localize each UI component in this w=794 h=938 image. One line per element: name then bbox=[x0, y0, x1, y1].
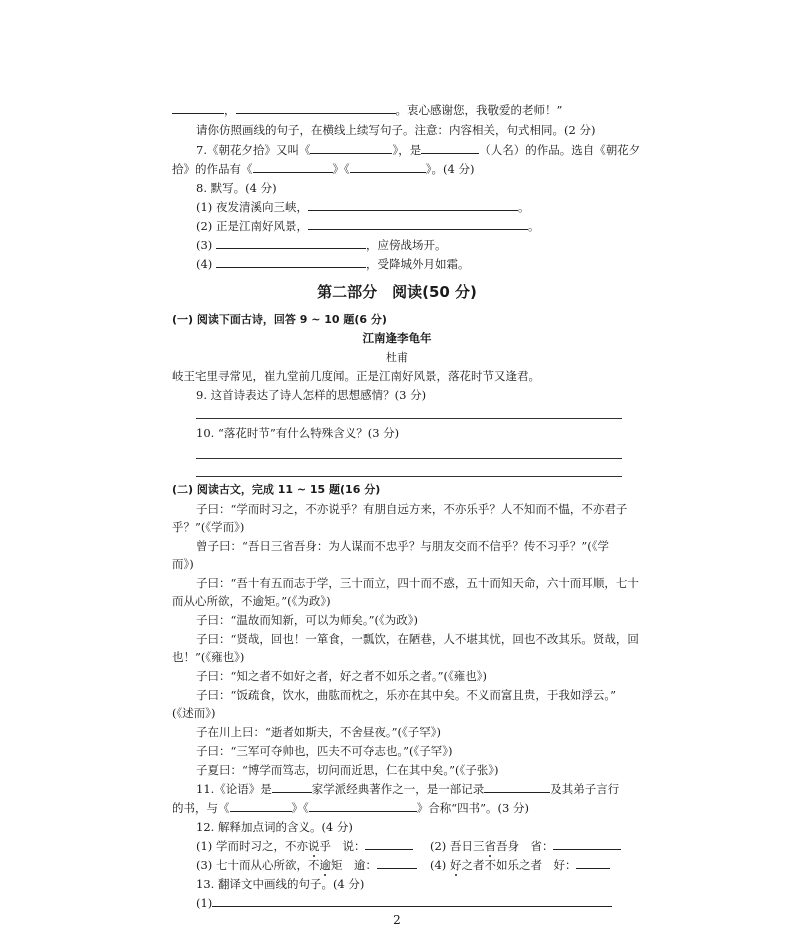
q11-line-2: 的书，与《 》《 》合称“四书”。(3 分) bbox=[172, 801, 529, 815]
q9-answer-line[interactable] bbox=[196, 418, 622, 419]
q12-blank-4[interactable] bbox=[576, 857, 610, 869]
q6-fill-line: ， 。衷心感谢您，我敬爱的老师！” bbox=[172, 102, 562, 118]
passage-8: 子在川上曰：“逝者如斯夫，不舍昼夜。”(《子罕》) bbox=[196, 725, 441, 739]
q13-title: 13. 翻译文中画线的句子。(4 分) bbox=[196, 877, 365, 891]
passage-7-line-2: (《述而》) bbox=[172, 706, 216, 720]
passage-4: 子曰：“温故而知新，可以为师矣。”(《为政》) bbox=[196, 613, 418, 627]
q12-row-2b: (4) 好之者不如乐之者 好： bbox=[430, 857, 610, 873]
passage-3-line-1: 子曰：“吾十有五而志于学，三十而立，四十而不惑，五十而知天命，六十而耳顺，七十 bbox=[196, 576, 639, 590]
q12-blank-1[interactable] bbox=[365, 838, 413, 850]
q12-dotted-word-3: 逾 bbox=[319, 858, 331, 872]
passage-5-line-2: 也！”(《雍也》) bbox=[172, 650, 245, 664]
q12-row-1b: (2) 吾日三省吾身 省： bbox=[430, 838, 621, 854]
section-two-heading: (二) 阅读古文，完成 11 ~ 15 题(16 分) bbox=[172, 483, 381, 496]
q9-question: 9. 这首诗表达了诗人怎样的思想感情？(3 分) bbox=[196, 388, 427, 402]
q8-blank-2[interactable] bbox=[308, 218, 528, 230]
q8-line-4: (4) ，受降城外月如霜。 bbox=[196, 257, 470, 271]
q7-line-2: 拾》的作品有《 》《 》。(4 分) bbox=[172, 162, 475, 176]
q12-dotted-word-2: 省 bbox=[484, 839, 496, 853]
q8-line-2: (2) 正是江南好风景， 。 bbox=[196, 219, 540, 233]
passage-3-line-2: 而从心所欲，不逾矩。”(《为政》) bbox=[172, 594, 331, 608]
passage-7-line-1: 子曰：“饭疏食，饮水，曲肱而枕之，乐亦在其中矣。不义而富且贵，于我如浮云。” bbox=[196, 688, 617, 702]
passage-5-line-1: 子曰：“贤哉，回也！一箪食，一瓢饮，在陋巷，人不堪其忧，回也不改其乐。贤哉，回 bbox=[196, 632, 639, 646]
q6-blank-1[interactable] bbox=[172, 102, 224, 114]
page-number: 2 bbox=[393, 913, 401, 927]
poem-author: 杜甫 bbox=[386, 351, 408, 364]
passage-2-line-1: 曾子曰：“吾日三省吾身：为人谋而不忠乎？与朋友交而不信乎？传不习乎？”(《学 bbox=[196, 539, 609, 553]
q8-line-3: (3) ，应傍战场开。 bbox=[196, 238, 447, 252]
q11-blank-book-2[interactable] bbox=[309, 800, 417, 812]
q12-dotted-word-4: 好 bbox=[449, 858, 462, 872]
q6-instruction: 请你仿照画线的句子，在横线上续写句子。注意：内容相关，句式相同。(2 分) bbox=[196, 123, 596, 137]
poem-title: 江南逢李龟年 bbox=[362, 331, 432, 345]
section-one-heading: (一) 阅读下面古诗，回答 9 ~ 10 题(6 分) bbox=[172, 313, 387, 326]
q10-question: 10. “落花时节”有什么特殊含义？(3 分) bbox=[196, 426, 400, 440]
q10-answer-line-1[interactable] bbox=[196, 458, 622, 459]
q6-blank-2[interactable] bbox=[236, 102, 396, 114]
q11-blank-book-1[interactable] bbox=[230, 800, 292, 812]
poem-text: 岐王宅里寻常见，崔九堂前几度闻。正是江南好风景，落花时节又逢君。 bbox=[172, 369, 540, 383]
q12-blank-2[interactable] bbox=[553, 838, 621, 850]
passage-1-line-2: 乎？”(《学而》) bbox=[172, 520, 245, 534]
passage-1-line-1: 子曰：“学而时习之，不亦说乎？有朋自远方来，不亦乐乎？人不知而不愠，不亦君子 bbox=[196, 502, 628, 516]
q7-blank-work-2[interactable] bbox=[350, 161, 426, 173]
q8-blank-1[interactable] bbox=[308, 199, 518, 211]
q11-blank-person[interactable] bbox=[484, 781, 550, 793]
q13-blank-1[interactable] bbox=[212, 895, 612, 907]
q8-title: 8. 默写。(4 分) bbox=[196, 181, 277, 195]
passage-10: 子夏曰：“博学而笃志，切问而近思，仁在其中矣。”(《子张》) bbox=[196, 763, 499, 777]
q12-dotted-word-1: 说 bbox=[307, 839, 320, 853]
q11-blank-school[interactable] bbox=[272, 781, 312, 793]
q11-line-1: 11.《论语》是 家学派经典著作之一，是一部记录 及其弟子言行 bbox=[196, 782, 620, 796]
q12-row-2a: (3) 七十而从心所欲，不逾矩 逾： bbox=[196, 857, 417, 873]
q7-blank-alias[interactable] bbox=[310, 142, 392, 154]
passage-6: 子曰：“知之者不如好之者，好之者不如乐之者。”(《雍也》) bbox=[196, 669, 487, 683]
q10-answer-line-2[interactable] bbox=[196, 476, 622, 477]
q8-line-1: (1) 夜发清溪向三峡， 。 bbox=[196, 200, 530, 214]
passage-9: 子曰：“三军可夺帅也，匹夫不可夺志也。”(《子罕》) bbox=[196, 744, 453, 758]
q7-blank-author[interactable] bbox=[421, 142, 479, 154]
q13-line-1: (1) bbox=[196, 895, 612, 911]
q8-blank-4[interactable] bbox=[216, 256, 366, 268]
q8-blank-3[interactable] bbox=[216, 237, 366, 249]
passage-2-line-2: 而》) bbox=[172, 557, 194, 571]
q6-end-text: 。衷心感谢您，我敬爱的老师！” bbox=[395, 103, 563, 117]
q12-row-1a: (1) 学而时习之，不亦说乎 说： bbox=[196, 838, 413, 854]
q12-blank-3[interactable] bbox=[377, 857, 417, 869]
part-two-heading: 第二部分 阅读(50 分) bbox=[317, 283, 477, 301]
q12-title: 12. 解释加点词的含义。(4 分) bbox=[196, 820, 353, 834]
q7-blank-work-1[interactable] bbox=[253, 161, 333, 173]
q7-line-1: 7.《朝花夕拾》又叫《 》，是 （人名）的作品。选自《朝花夕 bbox=[196, 143, 641, 157]
